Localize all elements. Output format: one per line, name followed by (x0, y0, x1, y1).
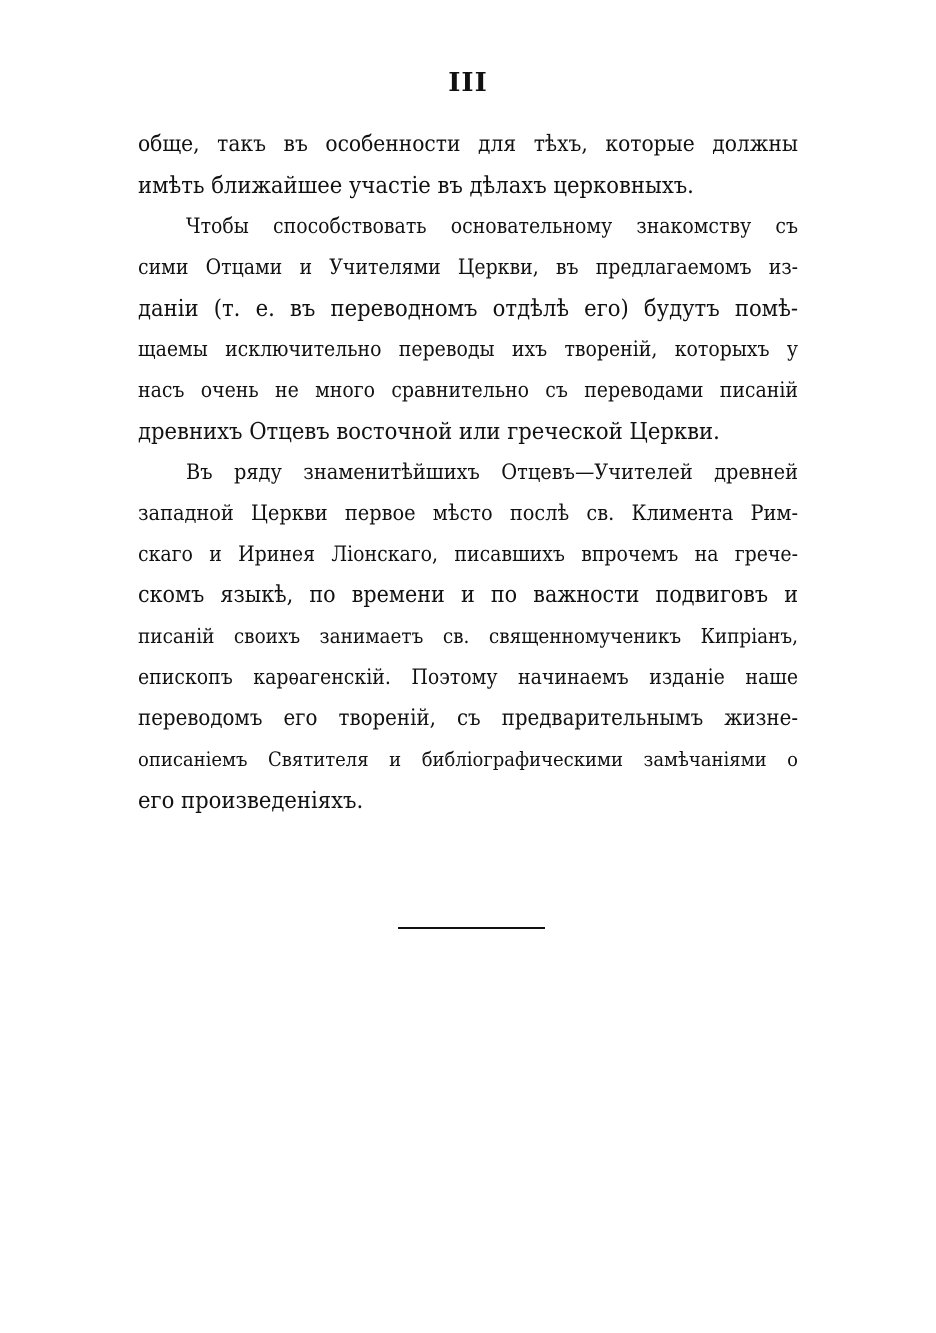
text-line: обще, такъ въ особенности для тѣхъ, которые должны (138, 131, 798, 157)
text-line: скомъ языкѣ, по времени и по важности подвиговъ и (138, 582, 798, 608)
text-line: имѣть ближайшее участіе въ дѣлахъ церковныхъ. (138, 171, 694, 199)
text-line: переводомъ его твореній, съ предварительнымъ жизне- (138, 706, 798, 731)
text-line: насъ очень не много сравнительно съ переводами писаній (138, 378, 798, 402)
text-line: епископъ карѳагенскій. Поэтому начинаемъ изданіе наше (138, 665, 798, 689)
page-number: III (448, 68, 488, 98)
paragraph-3 (138, 452, 798, 821)
text-line: щаемы исключительно переводы ихъ твореній, которыхъ у (138, 337, 798, 361)
text-line: скаго и Иринея Ліонскаго, писавшихъ впрочемъ на грече- (138, 542, 798, 566)
text-line: его произведеніяхъ. (138, 786, 364, 814)
text-line: западной Церкви первое мѣсто послѣ св. Климента Рим- (138, 501, 798, 526)
paragraph-1 (138, 124, 798, 206)
section-divider (398, 927, 545, 929)
text-line: сими Отцами и Учителями Церкви, въ предлагаемомъ из- (138, 255, 798, 279)
text-line: древнихъ Отцевъ восточной или греческой Церкви. (138, 417, 720, 445)
text-line: описаніемъ Святителя и библіографическими замѣчаніями о (138, 747, 798, 771)
text-line: Чтобы способствовать основательному знакомству съ (186, 214, 798, 238)
text-line: писаній своихъ занимаетъ св. священномученикъ Кипріанъ, (138, 624, 798, 648)
text-line: Въ ряду знаменитѣйшихъ Отцевъ—Учителей древней (186, 460, 798, 485)
text-line: даніи (т. е. въ переводномъ отдѣлѣ его) будутъ помѣ- (138, 294, 798, 322)
paragraph-2 (138, 206, 798, 452)
